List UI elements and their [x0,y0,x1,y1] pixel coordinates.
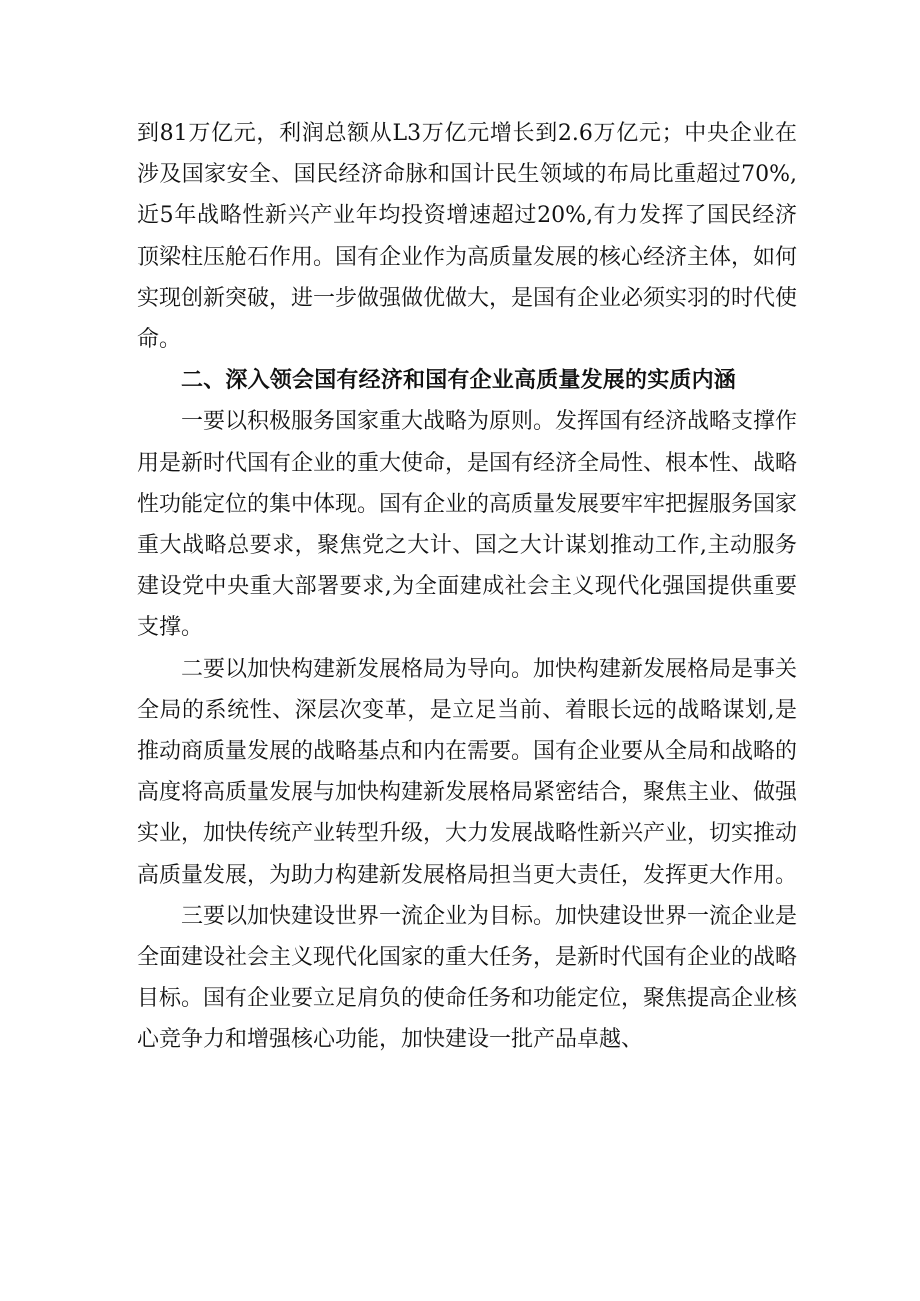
paragraph-goal: 三要以加快建设世界一流企业为目标。加快建设世界一流企业是全面建设社会主义现代化国家的重大任务，是新时代国有企业的战略目标。国有企业要立足肩负的使命任务和功能定位，聚焦提高企业核心竞争力和增强核心功能，加快建设一批产品卓越、 [137,903,798,1053]
section-heading: 二、深入领会国有经济和国有企业高质量发展的实质内涵 [181,368,737,394]
paragraph-principle: 一要以积极服务国家重大战略为原则。发挥国有经济战略支撑作用是新时代国有企业的重大使命，是国有经济全局性、根本性、战略性功能定位的集中体现。国有企业的高质量发展要牢牢把握服务国家重大战略总要求，聚焦党之大计、国之大计谋划推动工作,主动服务建设党中央重大部署要求,为全面建成社会主义现代化强国提供重要支撑。 [137,409,798,641]
paragraph-continuation: 到81万亿元，利润总额从L3万亿元增长到2.6万亿元；中央企业在涉及国家安全、国民经济命脉和国计民生领域的布局比重超过70%,近5年战略性新兴产业年均投资增速超过20%,有力发挥了国民经济顶梁柱压舱石作用。国有企业作为高质量发展的核心经济主体，如何实现创新突破，进一步做强做优做大，是国有企业必须实羽的时代使命。 [137,121,798,353]
paragraph-orientation: 二要以加快构建新发展格局为导向。加快构建新发展格局是事关全局的系统性、深层次变革，是立足当前、着眼长远的战略谋划,是推动商质量发展的战略基点和内在需要。国有企业要从全局和战略的高度将高质量发展与加快构建新发展格局紧密结合，聚焦主业、做强实业，加快传统产业转型升级，大力发展战略性新兴产业，切实推动高质量发展，为助力构建新发展格局担当更大责任，发挥更大作用。 [137,656,798,888]
document-body [137,113,797,1061]
